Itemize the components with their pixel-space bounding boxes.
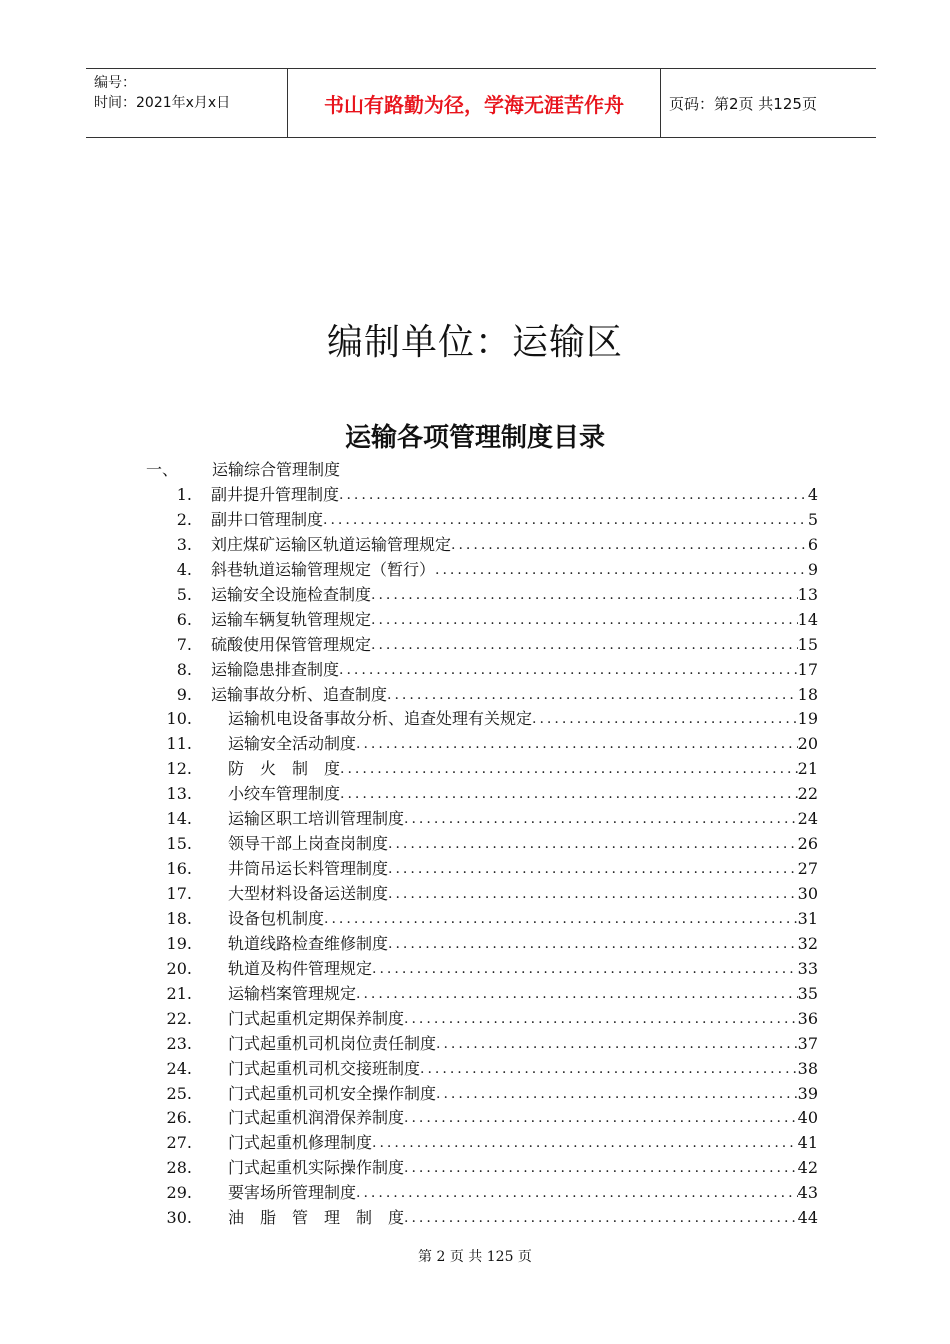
toc-leader-dots	[404, 1156, 798, 1181]
toc-entry-title: 设备包机制度	[228, 908, 325, 928]
toc-entry-number: 6.	[176, 609, 192, 629]
toc-entry-title: 防 火 制 度	[228, 759, 341, 779]
toc-entry-line	[211, 683, 818, 708]
toc-entry[interactable]	[0, 832, 950, 857]
toc-entry-number: 9.	[176, 684, 192, 704]
time-label: 时间：2021年x月x日	[94, 95, 231, 111]
toc-entry-title: 门式起重机司机安全操作制度	[228, 1083, 437, 1103]
toc-entry-title: 运输隐患排查制度	[211, 659, 340, 679]
toc-entry[interactable]	[0, 782, 950, 807]
toc-entry-line	[228, 882, 818, 907]
toc-entry-line	[228, 957, 818, 982]
toc-entry-title: 门式起重机润滑保养制度	[228, 1108, 405, 1128]
toc-leader-dots	[388, 857, 798, 882]
toc-entry[interactable]	[0, 1007, 950, 1032]
toc-entry-line	[211, 533, 818, 558]
section-number: 一、	[146, 460, 179, 479]
toc-entry-line	[228, 1206, 818, 1231]
toc-entry-title: 轨道线路检查维修制度	[228, 933, 389, 953]
toc-entry[interactable]	[0, 1131, 950, 1156]
toc-entry-line	[211, 483, 818, 508]
toc-entry[interactable]	[0, 1156, 950, 1181]
toc-entry-number: 2.	[176, 509, 192, 529]
toc-entry-title: 硫酸使用保管管理规定	[211, 634, 372, 654]
toc-leader-dots	[388, 882, 798, 907]
toc-entry-page: 41	[797, 1133, 818, 1153]
toc-entry-title: 要害场所管理制度	[228, 1183, 357, 1203]
toc-entry[interactable]	[0, 508, 950, 533]
toc-entry-title: 运输事故分析、追查制度	[211, 684, 388, 704]
toc-entry-title: 副井口管理制度	[211, 509, 324, 529]
toc-entry-number: 16.	[166, 859, 192, 879]
toc-entry-number: 13.	[166, 784, 192, 804]
toc-entry-line	[228, 982, 818, 1007]
toc-entry[interactable]	[0, 558, 950, 583]
toc-entry-title: 门式起重机定期保养制度	[228, 1008, 405, 1028]
toc-leader-dots	[356, 982, 798, 1007]
toc-leader-dots	[388, 932, 798, 957]
toc-entry-title: 运输机电设备事故分析、追查处理有关规定	[228, 709, 533, 729]
toc-leader-dots	[371, 608, 798, 633]
section-title: 运输综合管理制度	[212, 460, 341, 479]
toc-leader-dots	[435, 558, 808, 583]
toc-entry-line	[228, 732, 818, 757]
toc-entry[interactable]	[0, 1057, 950, 1082]
toc-leader-dots	[388, 832, 798, 857]
toc-leader-dots	[436, 1032, 798, 1057]
toc-entry-title: 井筒吊运长料管理制度	[228, 859, 389, 879]
toc-entry-line	[211, 558, 818, 583]
toc-entry-title: 运输区职工培训管理制度	[228, 809, 405, 829]
toc-entry-page: 32	[797, 933, 818, 953]
toc-entry-title: 刘庄煤矿运输区轨道运输管理规定	[211, 534, 452, 554]
toc-entry-line	[211, 633, 818, 658]
toc-entry-line	[228, 1057, 818, 1082]
toc-leader-dots	[339, 658, 798, 683]
toc-entry-line	[211, 508, 818, 533]
toc-entry-line	[228, 907, 818, 932]
toc-entry[interactable]	[0, 533, 950, 558]
toc-entry-number: 1.	[176, 485, 192, 504]
toc-leader-dots	[324, 907, 798, 932]
toc-entry-line	[228, 782, 818, 807]
toc-entry-title: 大型材料设备运送制度	[228, 884, 389, 903]
toc-entry-title: 领导干部上岗查岗制度	[228, 834, 389, 854]
toc-entry-number: 7.	[176, 634, 192, 654]
toc-entry-page: 42	[797, 1158, 818, 1178]
toc-entry[interactable]	[0, 857, 950, 882]
toc-entry-page: 15	[797, 634, 818, 654]
toc-entry[interactable]	[0, 1032, 950, 1057]
toc-entry-line	[228, 807, 818, 832]
toc-entry-number: 17.	[166, 884, 192, 903]
toc-leader-dots	[532, 707, 798, 732]
toc-entry-number: 28.	[166, 1158, 192, 1178]
toc-entry-line	[228, 857, 818, 882]
toc-entry-page: 24	[797, 809, 818, 829]
toc-leader-dots	[372, 1131, 798, 1156]
toc-leader-dots	[372, 957, 798, 982]
toc-list	[0, 483, 950, 1231]
toc-entry-line	[228, 1156, 818, 1181]
toc-leader-dots	[404, 1206, 798, 1231]
toc-entry-number: 5.	[176, 584, 192, 604]
toc-entry-page: 19	[797, 709, 818, 729]
toc-entry-number: 20.	[166, 958, 192, 978]
toc-entry[interactable]	[0, 882, 950, 907]
toc-title: 运输各项管理制度目录	[344, 423, 605, 453]
toc-entry-page: 43	[797, 1183, 818, 1203]
toc-entry-page: 44	[797, 1208, 818, 1228]
toc-entry-title: 运输安全设施检查制度	[211, 584, 372, 604]
toc-entry-number: 3.	[176, 534, 192, 554]
toc-entry-title: 小绞车管理制度	[228, 784, 341, 804]
toc-entry-page: 13	[797, 584, 818, 604]
toc-entry-page: 40	[797, 1108, 818, 1128]
toc-entry-number: 10.	[166, 709, 192, 729]
toc-entry-title: 油 脂 管 理 制 度	[228, 1208, 405, 1228]
toc-entry[interactable]	[0, 483, 950, 508]
toc-leader-dots	[436, 1082, 798, 1107]
toc-entry-number: 4.	[176, 559, 192, 579]
toc-entry-line	[228, 707, 818, 732]
toc-entry[interactable]	[0, 907, 950, 932]
header-page-info: 页码：第2页 共125页	[669, 94, 817, 113]
toc-entry-title: 副井提升管理制度	[211, 485, 340, 504]
toc-entry-page: 17	[797, 659, 818, 679]
toc-leader-dots	[420, 1057, 798, 1082]
toc-entry-number: 24.	[166, 1058, 192, 1078]
toc-entry-page: 14	[797, 609, 818, 629]
toc-entry-line	[228, 1181, 818, 1206]
toc-entry[interactable]	[0, 608, 950, 633]
toc-entry[interactable]	[0, 633, 950, 658]
toc-entry-number: 23.	[166, 1033, 192, 1053]
toc-entry[interactable]	[0, 1082, 950, 1107]
toc-entry-page: 39	[797, 1083, 818, 1103]
toc-entry-title: 斜巷轨道运输管理规定（暂行）	[211, 559, 436, 579]
toc-entry-line	[228, 932, 818, 957]
compiling-unit: 编制单位：运输区	[326, 322, 623, 363]
toc-entry-number: 22.	[166, 1008, 192, 1028]
toc-entry-number: 15.	[166, 834, 192, 854]
toc-entry-number: 29.	[166, 1183, 192, 1203]
toc-entry-number: 26.	[166, 1108, 192, 1128]
toc-entry-title: 运输车辆复轨管理规定	[211, 609, 372, 629]
toc-entry[interactable]	[0, 583, 950, 608]
toc-entry[interactable]	[0, 683, 950, 708]
toc-entry-page: 35	[797, 983, 818, 1003]
toc-entry-title: 运输档案管理规定	[228, 983, 357, 1003]
toc-entry-title: 门式起重机司机交接班制度	[228, 1058, 421, 1078]
toc-entry-number: 30.	[166, 1208, 192, 1228]
toc-leader-dots	[356, 1181, 798, 1206]
header-motto: 书山有路勤为径，学海无涯苦作舟	[288, 69, 661, 137]
toc-entry-number: 18.	[166, 908, 192, 928]
toc-entry-line	[228, 1082, 818, 1107]
toc-entry[interactable]	[0, 1181, 950, 1206]
toc-leader-dots	[371, 583, 798, 608]
toc-leader-dots	[451, 533, 808, 558]
toc-entry[interactable]	[0, 957, 950, 982]
toc-entry-line	[228, 832, 818, 857]
toc-entry-line	[228, 1032, 818, 1057]
toc-entry[interactable]	[0, 757, 950, 782]
toc-leader-dots	[356, 732, 798, 757]
toc-entry-page: 30	[797, 884, 818, 903]
toc-entry-page: 36	[797, 1008, 818, 1028]
toc-leader-dots	[404, 1106, 798, 1131]
toc-section	[146, 458, 340, 482]
toc-entry-page: 31	[797, 908, 818, 928]
toc-entry-page: 21	[797, 759, 818, 779]
toc-entry-number: 14.	[166, 809, 192, 829]
toc-leader-dots	[387, 683, 798, 708]
toc-entry[interactable]	[0, 732, 950, 757]
toc-leader-dots	[404, 1007, 798, 1032]
page-footer: 第 2 页 共 125 页	[418, 1249, 532, 1265]
toc-entry-page: 37	[797, 1033, 818, 1053]
code-label: 编号：	[94, 75, 136, 91]
toc-entry-number: 25.	[166, 1083, 192, 1103]
toc-entry-number: 12.	[166, 759, 192, 779]
toc-entry-page: 9	[807, 559, 818, 579]
toc-entry-page: 5	[807, 509, 818, 529]
header-meta	[86, 69, 288, 137]
toc-entry-line	[211, 583, 818, 608]
toc-entry-title: 轨道及构件管理规定	[228, 958, 373, 978]
toc-entry[interactable]	[0, 932, 950, 957]
toc-entry-line	[228, 1106, 818, 1131]
toc-entry-number: 19.	[166, 933, 192, 953]
toc-leader-dots	[323, 508, 808, 533]
toc-entry-page: 6	[807, 534, 818, 554]
toc-leader-dots	[340, 757, 798, 782]
toc-entry-page: 18	[797, 684, 818, 704]
toc-entry-page: 4	[807, 485, 818, 504]
toc-entry-page: 22	[797, 784, 818, 804]
toc-entry-line	[228, 1007, 818, 1032]
toc-entry[interactable]	[0, 807, 950, 832]
toc-entry-line	[228, 1131, 818, 1156]
page-header	[86, 68, 876, 138]
toc-leader-dots	[371, 633, 798, 658]
toc-entry-page: 27	[797, 859, 818, 879]
toc-entry-line	[211, 608, 818, 633]
toc-entry-title: 门式起重机司机岗位责任制度	[228, 1033, 437, 1053]
toc-entry-title: 门式起重机实际操作制度	[228, 1158, 405, 1178]
toc-entry-line	[211, 658, 818, 683]
toc-entry[interactable]	[0, 1106, 950, 1131]
toc-entry[interactable]	[0, 707, 950, 732]
toc-entry-number: 11.	[166, 734, 192, 754]
toc-entry-number: 8.	[176, 659, 192, 679]
toc-entry-page: 20	[797, 734, 818, 754]
toc-entry[interactable]	[0, 1206, 950, 1231]
toc-entry-page: 26	[797, 834, 818, 854]
toc-leader-dots	[339, 483, 808, 508]
toc-entry[interactable]	[0, 982, 950, 1007]
toc-entry-page: 33	[797, 958, 818, 978]
toc-leader-dots	[404, 807, 798, 832]
toc-entry-page: 38	[797, 1058, 818, 1078]
toc-entry-number: 21.	[166, 983, 192, 1003]
toc-entry-number: 27.	[166, 1133, 192, 1153]
toc-entry[interactable]	[0, 658, 950, 683]
toc-entry-title: 门式起重机修理制度	[228, 1133, 373, 1153]
toc-leader-dots	[340, 782, 798, 807]
toc-entry-title: 运输安全活动制度	[228, 734, 357, 754]
toc-entry-line	[228, 757, 818, 782]
